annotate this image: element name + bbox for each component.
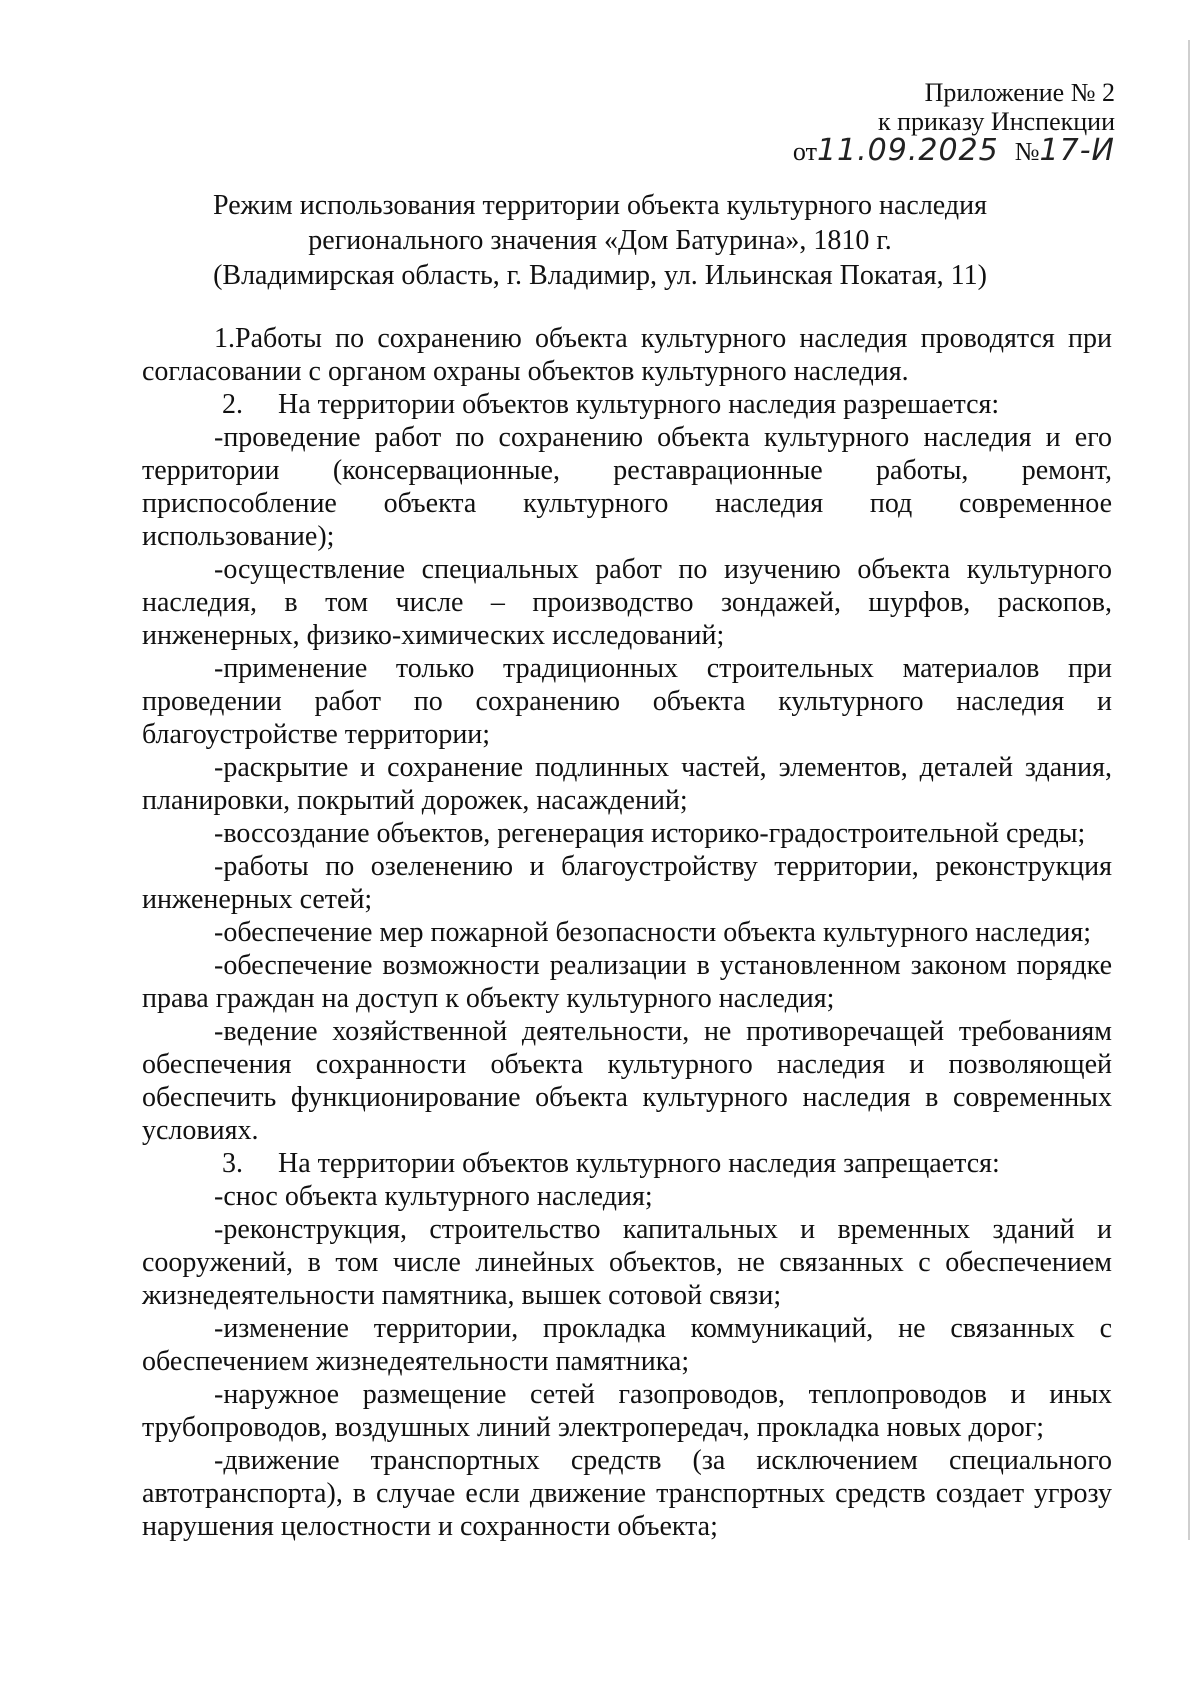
order-date-line [792, 133, 1115, 168]
allowed-item: -обеспечение возможности реализации в установленном законом порядке права граждан на доступ к объекту культурного наследия; [142, 950, 1112, 1014]
prohibited-item: -реконструкция, строительство капитальных и временных зданий и сооружений, в том числе линейных объектов, не связанных с обеспечением жизнедеятельности памятника, вышек сотовой связи; [142, 1214, 1112, 1311]
allowed-item: -осуществление специальных работ по изучению объекта культурного наследия, в том числе – производство зондажей, шурфов, раскопов, инженерных, физико-химических исследований; [142, 554, 1112, 651]
paragraph-2-text: На территории объектов культурного наследия разрешается: [278, 389, 1000, 420]
allowed-item: -раскрытие и сохранение подлинных частей, элементов, деталей здания, планировки, покрытий дорожек, насаждений; [142, 752, 1112, 816]
prohibited-item: -изменение территории, прокладка коммуникаций, не связанных с обеспечением жизнедеятельности памятника; [142, 1313, 1112, 1377]
appendix-number: Приложение № 2 [924, 78, 1115, 107]
paragraph-3 [142, 1147, 1112, 1180]
title-line-3: (Владимирская область, г. Владимир, ул. Ильинская Покатая, 11) [213, 260, 987, 291]
title-line-1: Режим использования территории объекта культурного наследия [213, 190, 987, 221]
allowed-item: -воссоздание объектов, регенерация историко-градостроительной среды; [214, 818, 1086, 849]
prohibited-item: -наружное размещение сетей газопроводов, теплопроводов и иных трубопроводов, воздушных линий электропередач, прокладка новых дорог; [142, 1379, 1112, 1443]
paragraph-2-number: 2. [222, 389, 243, 420]
paragraph-1: 1.Работы по сохранению объекта культурного наследия проводятся при согласовании с органом охраны объектов культурного наследия. [142, 323, 1112, 387]
document-title [150, 188, 1050, 293]
document-body [142, 322, 1112, 1543]
date-prefix: от [792, 137, 817, 166]
title-line-2: регионального значения «Дом Батурина», 1810 г. [308, 225, 892, 256]
allowed-item: -обеспечение мер пожарной безопасности объекта культурного наследия; [214, 917, 1092, 948]
scan-edge-line [1188, 40, 1190, 1540]
paragraph-2 [142, 388, 1112, 421]
appendix-header [793, 78, 1115, 166]
paragraph-3-text: На территории объектов культурного наследия запрещается: [278, 1148, 1000, 1179]
allowed-item: -проведение работ по сохранению объекта культурного наследия и его территории (консервационные, реставрационные работы, ремонт, приспособление объекта культурного наследия под современное использование); [142, 422, 1112, 552]
number-prefix: № [1014, 137, 1040, 166]
prohibited-item: -движение транспортных средств (за исключением специального автотранспорта), в случае если движение транспортных средств создает угрозу нарушения целостности и сохранности объекта; [142, 1445, 1112, 1542]
order-reference: к приказу Инспекции [877, 107, 1115, 136]
handwritten-order-number: 17-И [1039, 133, 1115, 168]
paragraph-3-number: 3. [222, 1148, 243, 1179]
prohibited-item: -снос объекта культурного наследия; [214, 1181, 653, 1212]
allowed-item: -применение только традиционных строительных материалов при проведении работ по сохранению объекта культурного наследия и благоустройстве территории; [142, 653, 1112, 750]
allowed-item: -работы по озеленению и благоустройству территории, реконструкция инженерных сетей; [142, 851, 1112, 915]
handwritten-date: 11.09.2025 [816, 133, 999, 168]
allowed-item: -ведение хозяйственной деятельности, не противоречащей требованиям обеспечения сохранности объекта культурного наследия и позволяющей обеспечить функционирование объекта культурного наследия в современных условиях. [142, 1016, 1112, 1146]
